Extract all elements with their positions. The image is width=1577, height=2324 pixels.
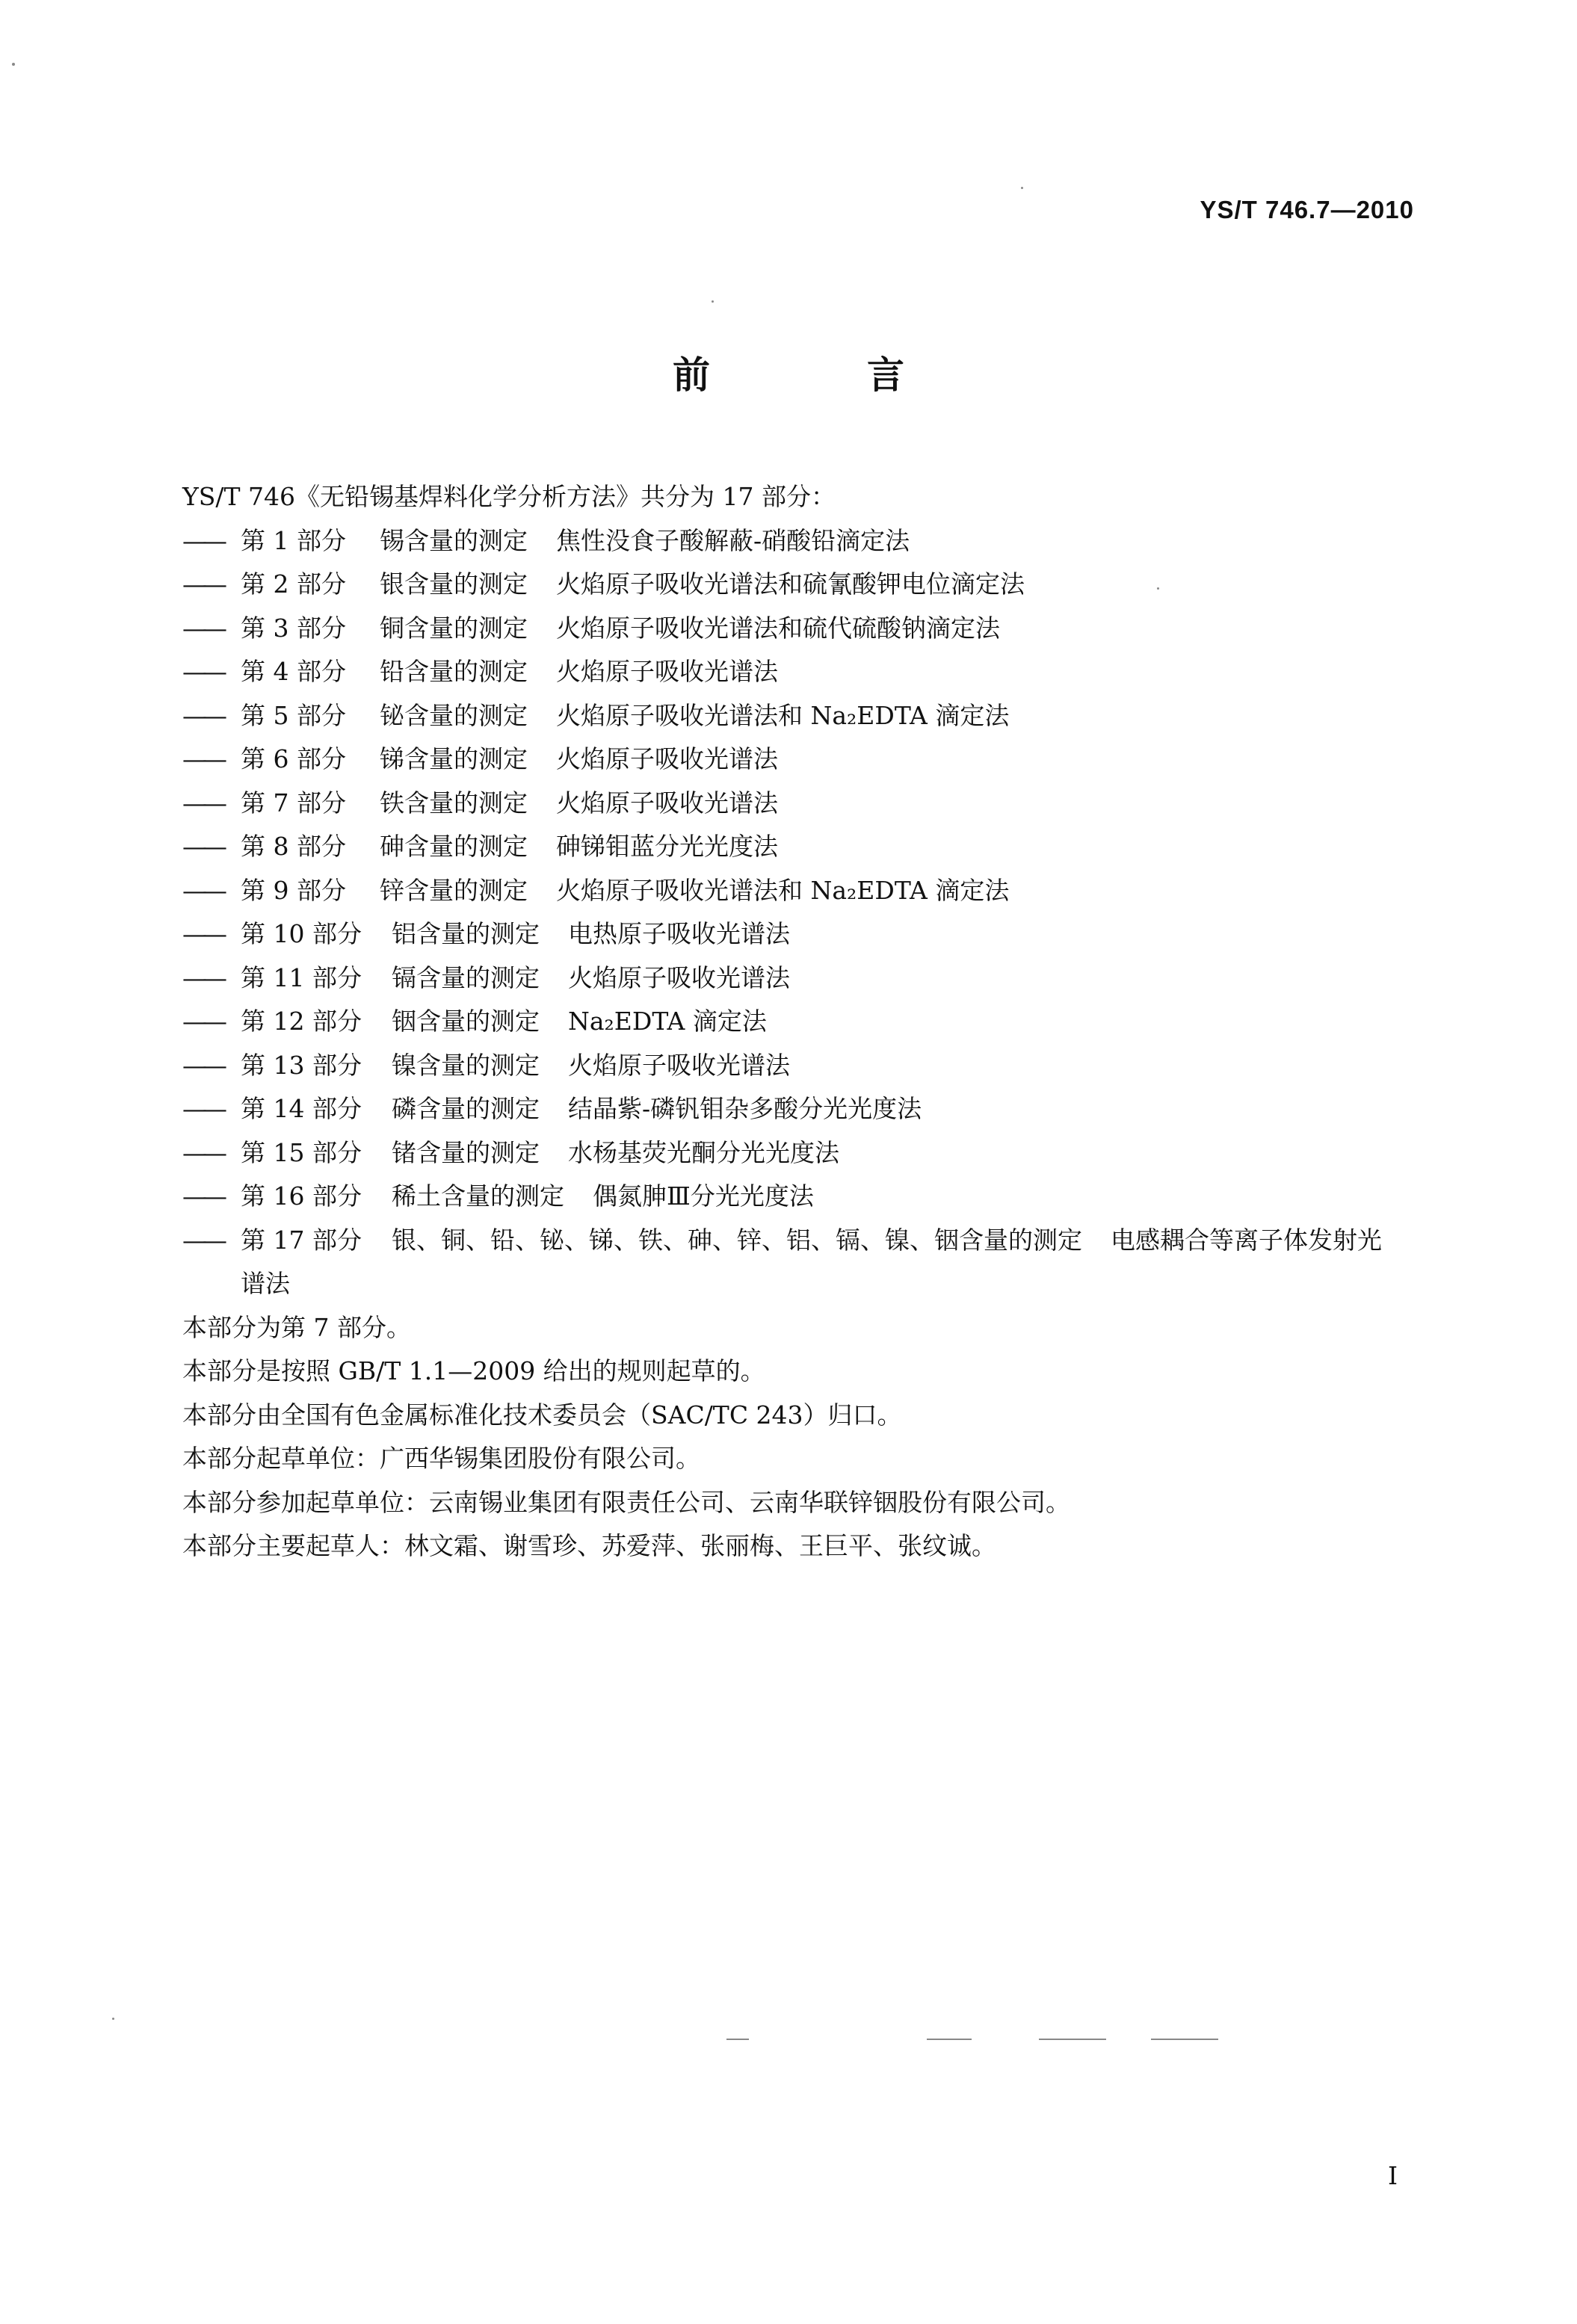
part-method: 焦性没食子酸解蔽-硝酸铅滴定法 [556,525,910,555]
part-number: 第 14 部分 [241,1094,362,1123]
part-item [182,1219,1423,1263]
dash: —— [182,832,223,861]
dash: —— [182,919,223,948]
dash: —— [182,1137,223,1167]
dash-spacer [182,1262,241,1306]
part-item [182,1131,1423,1175]
part-number: 第 3 部分 [241,613,346,643]
part-item [182,912,1423,957]
part-subject: 磷含量的测定 [392,1094,540,1123]
part-number: 第 4 部分 [241,657,346,686]
paragraph: 本部分起草单位：广西华锡集团股份有限公司。 [182,1444,700,1473]
paragraph: 本部分参加起草单位：云南锡业集团有限责任公司、云南华联锌铟股份有限公司。 [182,1487,1070,1517]
part-number: 第 10 部分 [241,919,362,948]
part-method: 偶氮胂Ⅲ分光光度法 [593,1181,814,1211]
intro-line: YS/T 746《无铅锡基焊料化学分析方法》共分为 17 部分： [182,482,836,511]
part-method: 电热原子吸收光谱法 [568,919,790,948]
part-method: 电感耦合等离子体发射光 [1111,1225,1382,1255]
part-item [182,782,1423,826]
part-subject: 铁含量的测定 [380,788,528,818]
part-number: 第 17 部分 [241,1225,362,1255]
dash: —— [182,1181,223,1211]
dash: —— [182,657,223,686]
part-subject: 锡含量的测定 [380,525,528,555]
scan-speck [1151,2039,1218,2040]
scan-speck [927,2039,972,2040]
dash: —— [182,962,223,992]
part-number: 第 13 部分 [241,1050,362,1080]
part-method: 砷锑钼蓝分光光度法 [556,832,778,861]
part-method: 火焰原子吸收光谱法 [556,744,778,773]
part-subject: 镉含量的测定 [392,962,540,992]
dash: —— [182,700,223,730]
dash: —— [182,613,223,643]
part-method: 火焰原子吸收光谱法 [556,657,778,686]
part-method: 结晶紫-磷钒钼杂多酸分光光度法 [568,1094,922,1123]
part-item [182,519,1423,563]
scan-speck [12,63,15,66]
part-number: 第 16 部分 [241,1181,362,1211]
dash: —— [182,1007,223,1036]
scan-speck [712,300,714,303]
part-subject: 银、铜、铅、铋、锑、铁、砷、锌、铝、镉、镍、铟含量的测定 [392,1225,1082,1255]
part-item [182,1044,1423,1088]
part-method-continued: 谱法 [241,1269,290,1298]
scan-speck [1021,187,1023,189]
part-item [182,563,1423,607]
part-subject: 铅含量的测定 [380,657,528,686]
part-method: Na₂EDTA 滴定法 [568,1007,767,1036]
part-method: 火焰原子吸收光谱法和硫氰酸钾电位滴定法 [556,569,1025,599]
part-number: 第 1 部分 [241,525,346,555]
part-subject: 镍含量的测定 [392,1050,540,1080]
part-method: 火焰原子吸收光谱法和 Na₂EDTA 滴定法 [556,875,1010,905]
part-item [182,825,1423,869]
dash: —— [182,1094,223,1123]
part-number: 第 5 部分 [241,700,346,730]
part-subject: 铟含量的测定 [392,1007,540,1036]
part-number: 第 2 部分 [241,569,346,599]
page-title: 前 言 [673,353,964,397]
part-subject: 锑含量的测定 [380,744,528,773]
part-method: 火焰原子吸收光谱法和硫代硫酸钠滴定法 [556,613,1000,643]
dash: —— [182,744,223,773]
dash: —— [182,569,223,599]
part-item [182,694,1423,738]
part-number: 第 15 部分 [241,1137,362,1167]
part-method: 火焰原子吸收光谱法 [556,788,778,818]
part-subject: 银含量的测定 [380,569,528,599]
dash: —— [182,1225,223,1255]
scan-speck [726,2039,749,2040]
part-item [182,738,1423,782]
part-subject: 锗含量的测定 [392,1137,540,1167]
foreword-body [182,475,1423,1569]
part-subject: 铝含量的测定 [392,919,540,948]
part-number: 第 11 部分 [241,962,362,992]
standard-code: YS/T 746.7—2010 [1200,196,1414,223]
paragraph: 本部分为第 7 部分。 [182,1312,411,1342]
part-subject: 铋含量的测定 [380,700,528,730]
part-item [182,1087,1423,1131]
part-number: 第 7 部分 [241,788,346,818]
part-subject: 铜含量的测定 [380,613,528,643]
part-item [182,607,1423,651]
dash: —— [182,875,223,905]
scan-speck [1039,2039,1106,2040]
part-method: 火焰原子吸收光谱法 [568,1050,790,1080]
part-number: 第 9 部分 [241,875,346,905]
part-method: 水杨基荧光酮分光光度法 [568,1137,839,1167]
dash: —— [182,525,223,555]
parts-list [182,519,1423,1306]
part-item [182,1175,1423,1219]
part-number: 第 12 部分 [241,1007,362,1036]
scan-speck [1157,587,1159,590]
part-subject: 锌含量的测定 [380,875,528,905]
part-subject: 稀土含量的测定 [392,1181,564,1211]
part-number: 第 8 部分 [241,832,346,861]
part-item-continuation [182,1262,1423,1306]
part-item [182,1000,1423,1044]
paragraph: 本部分是按照 GB/T 1.1—2009 给出的规则起草的。 [182,1356,765,1385]
part-method: 火焰原子吸收光谱法和 Na₂EDTA 滴定法 [556,700,1010,730]
page-number: I [1387,2161,1398,2190]
part-subject: 砷含量的测定 [380,832,528,861]
part-item [182,869,1423,913]
scan-speck [112,2018,114,2020]
part-item [182,650,1423,694]
paragraph: 本部分主要起草人：林文霜、谢雪珍、苏爱萍、张丽梅、王巨平、张纹诚。 [182,1531,996,1560]
paragraph: 本部分由全国有色金属标准化技术委员会（SAC/TC 243）归口。 [182,1400,902,1430]
part-item [182,957,1423,1001]
part-number: 第 6 部分 [241,744,346,773]
dash: —— [182,788,223,818]
part-method: 火焰原子吸收光谱法 [568,962,790,992]
dash: —— [182,1050,223,1080]
